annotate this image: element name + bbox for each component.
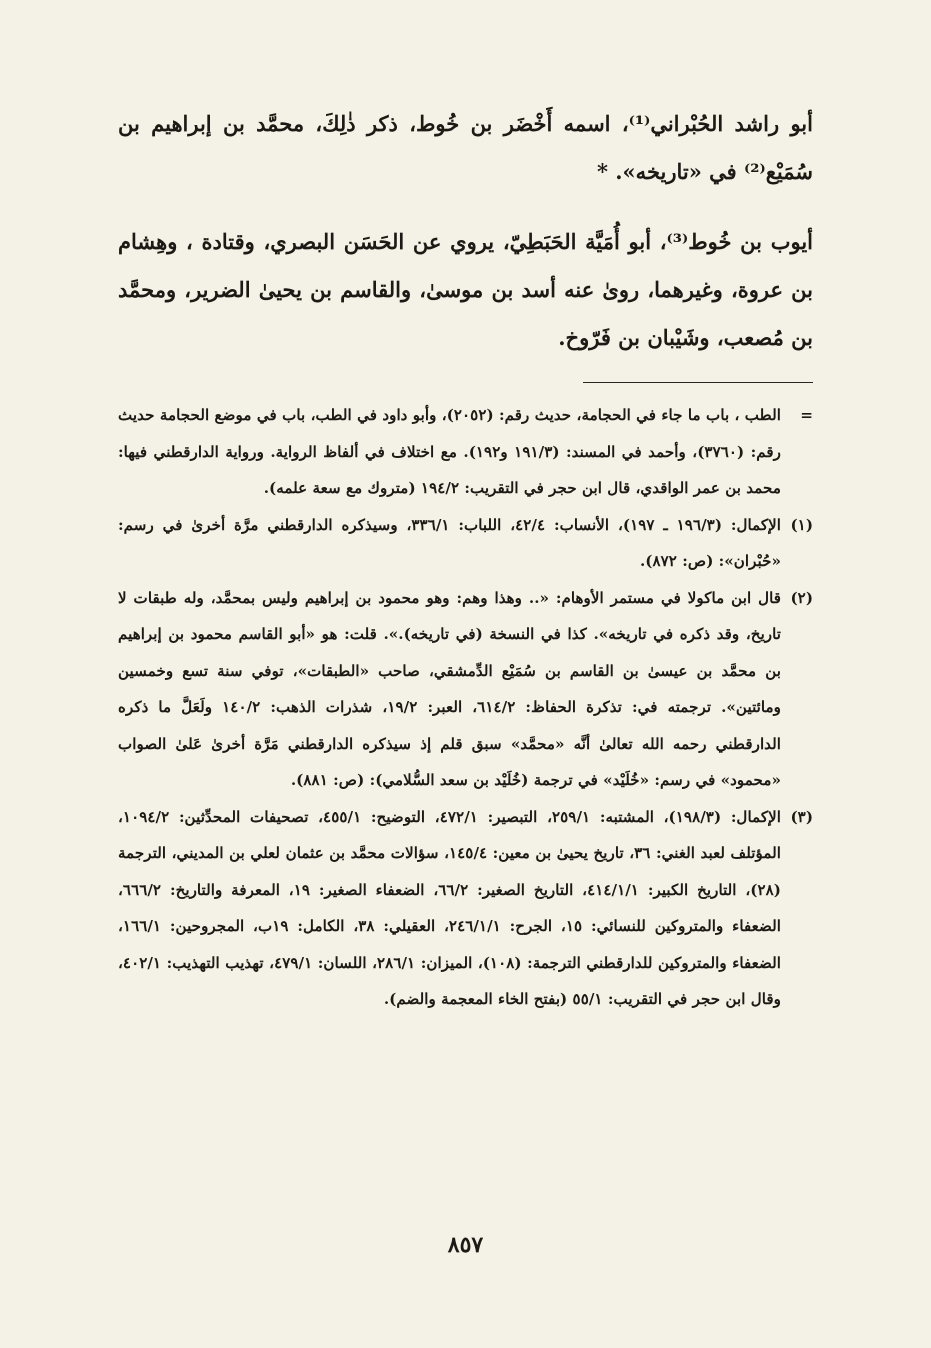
footnotes	[118, 397, 813, 1018]
footnote-text: الإكمال: (١٩٦/٣ ـ ١٩٧)، الأنساب: ٤٢/٤، اللباب: ٣٣٦/١، وسيذكره الدارقطني مرَّة أخرىٰ في رسم: «حُبْران»: (ص: ٨٧٢).	[118, 515, 781, 570]
footnote-mark: =	[800, 406, 813, 424]
entry-ayyub-bin-khut: أيوب بن خُوط⁽³⁾، أبو أُمَيَّة الحَبَطِيّ، يروي عن الحَسَن البصري، وقتادة ، وهِشام بن عروة، وغيرهما، روىٰ عنه أسد بن موسىٰ، والقاسم بن يحيىٰ الضرير، ومحمَّد بن مُصعب، وشَيْبان بن فَرّوخ.	[118, 229, 813, 350]
footnote-text: الإكمال: (١٩٨/٣)، المشتبه: ٢٥٩/١، التبصير: ٤٧٢/١، التوضيح: ٤٥٥/١، تصحيفات المحدِّثين: ١٠٩٤/٢، المؤتلف لعبد الغني: ٣٦، تاريخ يحيىٰ بن معين: ١٤٥/٤، سؤالات محمَّد بن عثمان لعلي بن المديني، الترجمة (٢٨)، التاريخ الكبير: ٤١٤/١/١، التاريخ الصغير: ٦٦/٢، الضعفاء الصغير: ١٩، المعرفة والتاريخ: ٦٦٦/٢، الضعفاء والمتروكين للنسائي: ١٥، الجرح: ٢٤٦/١/١، العقيلي: ٣٨، الكامل: ١٩ب، المجروحين: ١٦٦/١، الضعفاء والمتروكين للدارقطني الترجمة: (١٠٨)، الميزان: ٢٨٦/١، اللسان: ٤٧٩/١، تهذيب التهذيب: ٤٠٢/١، وقال ابن حجر في التقريب: ٥٥/١ (بفتح الخاء المعجمة والضم).	[118, 807, 781, 1008]
footnote-mark: (٣)	[790, 807, 813, 826]
footnote-text: الطب ، باب ما جاء في الحجامة، حديث رقم: (٢٠٥٢)، وأبو داود في الطب، باب في موضع الحجامة حديث رقم: (٣٧٦٠)، وأحمد في المسند: (١٩١/٣ و١٩٢). مع اختلاف في ألفاظ الرواية. ورواية الدارقطني فيها: محمد بن عمر الواقدي، قال ابن حجر في التقريب: ١٩٤/٢ (متروك مع سعة علمه).	[118, 406, 781, 497]
footnote-mark: (١)	[790, 515, 813, 534]
footnote-2	[118, 580, 813, 799]
footnote-3	[118, 799, 813, 1018]
footnote-continued	[118, 397, 813, 507]
entry-abu-rashid: أبو راشد الحُبْراني⁽¹⁾، اسمه أَخْضَر بن خُوط، ذكر ذٰلِكَ، محمَّد بن إبراهيم بن سُمَيْع⁽²⁾ في «تاريخه». *	[118, 111, 813, 184]
footnote-1	[118, 507, 813, 580]
page-number: ٨٥٧	[447, 1232, 484, 1258]
footnote-text: قال ابن ماكولا في مستمر الأوهام: «.. وهذا وهم: وهو محمود بن إبراهيم وليس بمحمَّد، وله طبقات لا تاريخ، وقد ذكره في تاريخه». كذا في النسخة (في تاريخه).». قلت: هو «أبو القاسم محمود بن إبراهيم بن محمَّد بن عيسىٰ بن القاسم بن سُمَيْع الدِّمشقي، صاحب «الطبقات»، توفي سنة تسع وخمسين ومائتين». ترجمته في: تذكرة الحفاظ: ٦١٤/٢، العبر: ١٩/٢، شذرات الذهب: ١٤٠/٢ ولَعَلَّ ما ذكره الدارقطني رحمه الله تعالىٰ أنَّه «محمَّد» سبق قلم إذ سيذكره الدارقطني مَرَّة أخرىٰ عَلىٰ الصواب «محمود» في رسم: «خُلَيْد» في ترجمة (خُلَيْد بن سعد السُّلامي): (ص: ٨٨١).	[118, 588, 781, 789]
footnote-divider	[583, 382, 813, 383]
footnote-mark: (٢)	[790, 588, 813, 607]
